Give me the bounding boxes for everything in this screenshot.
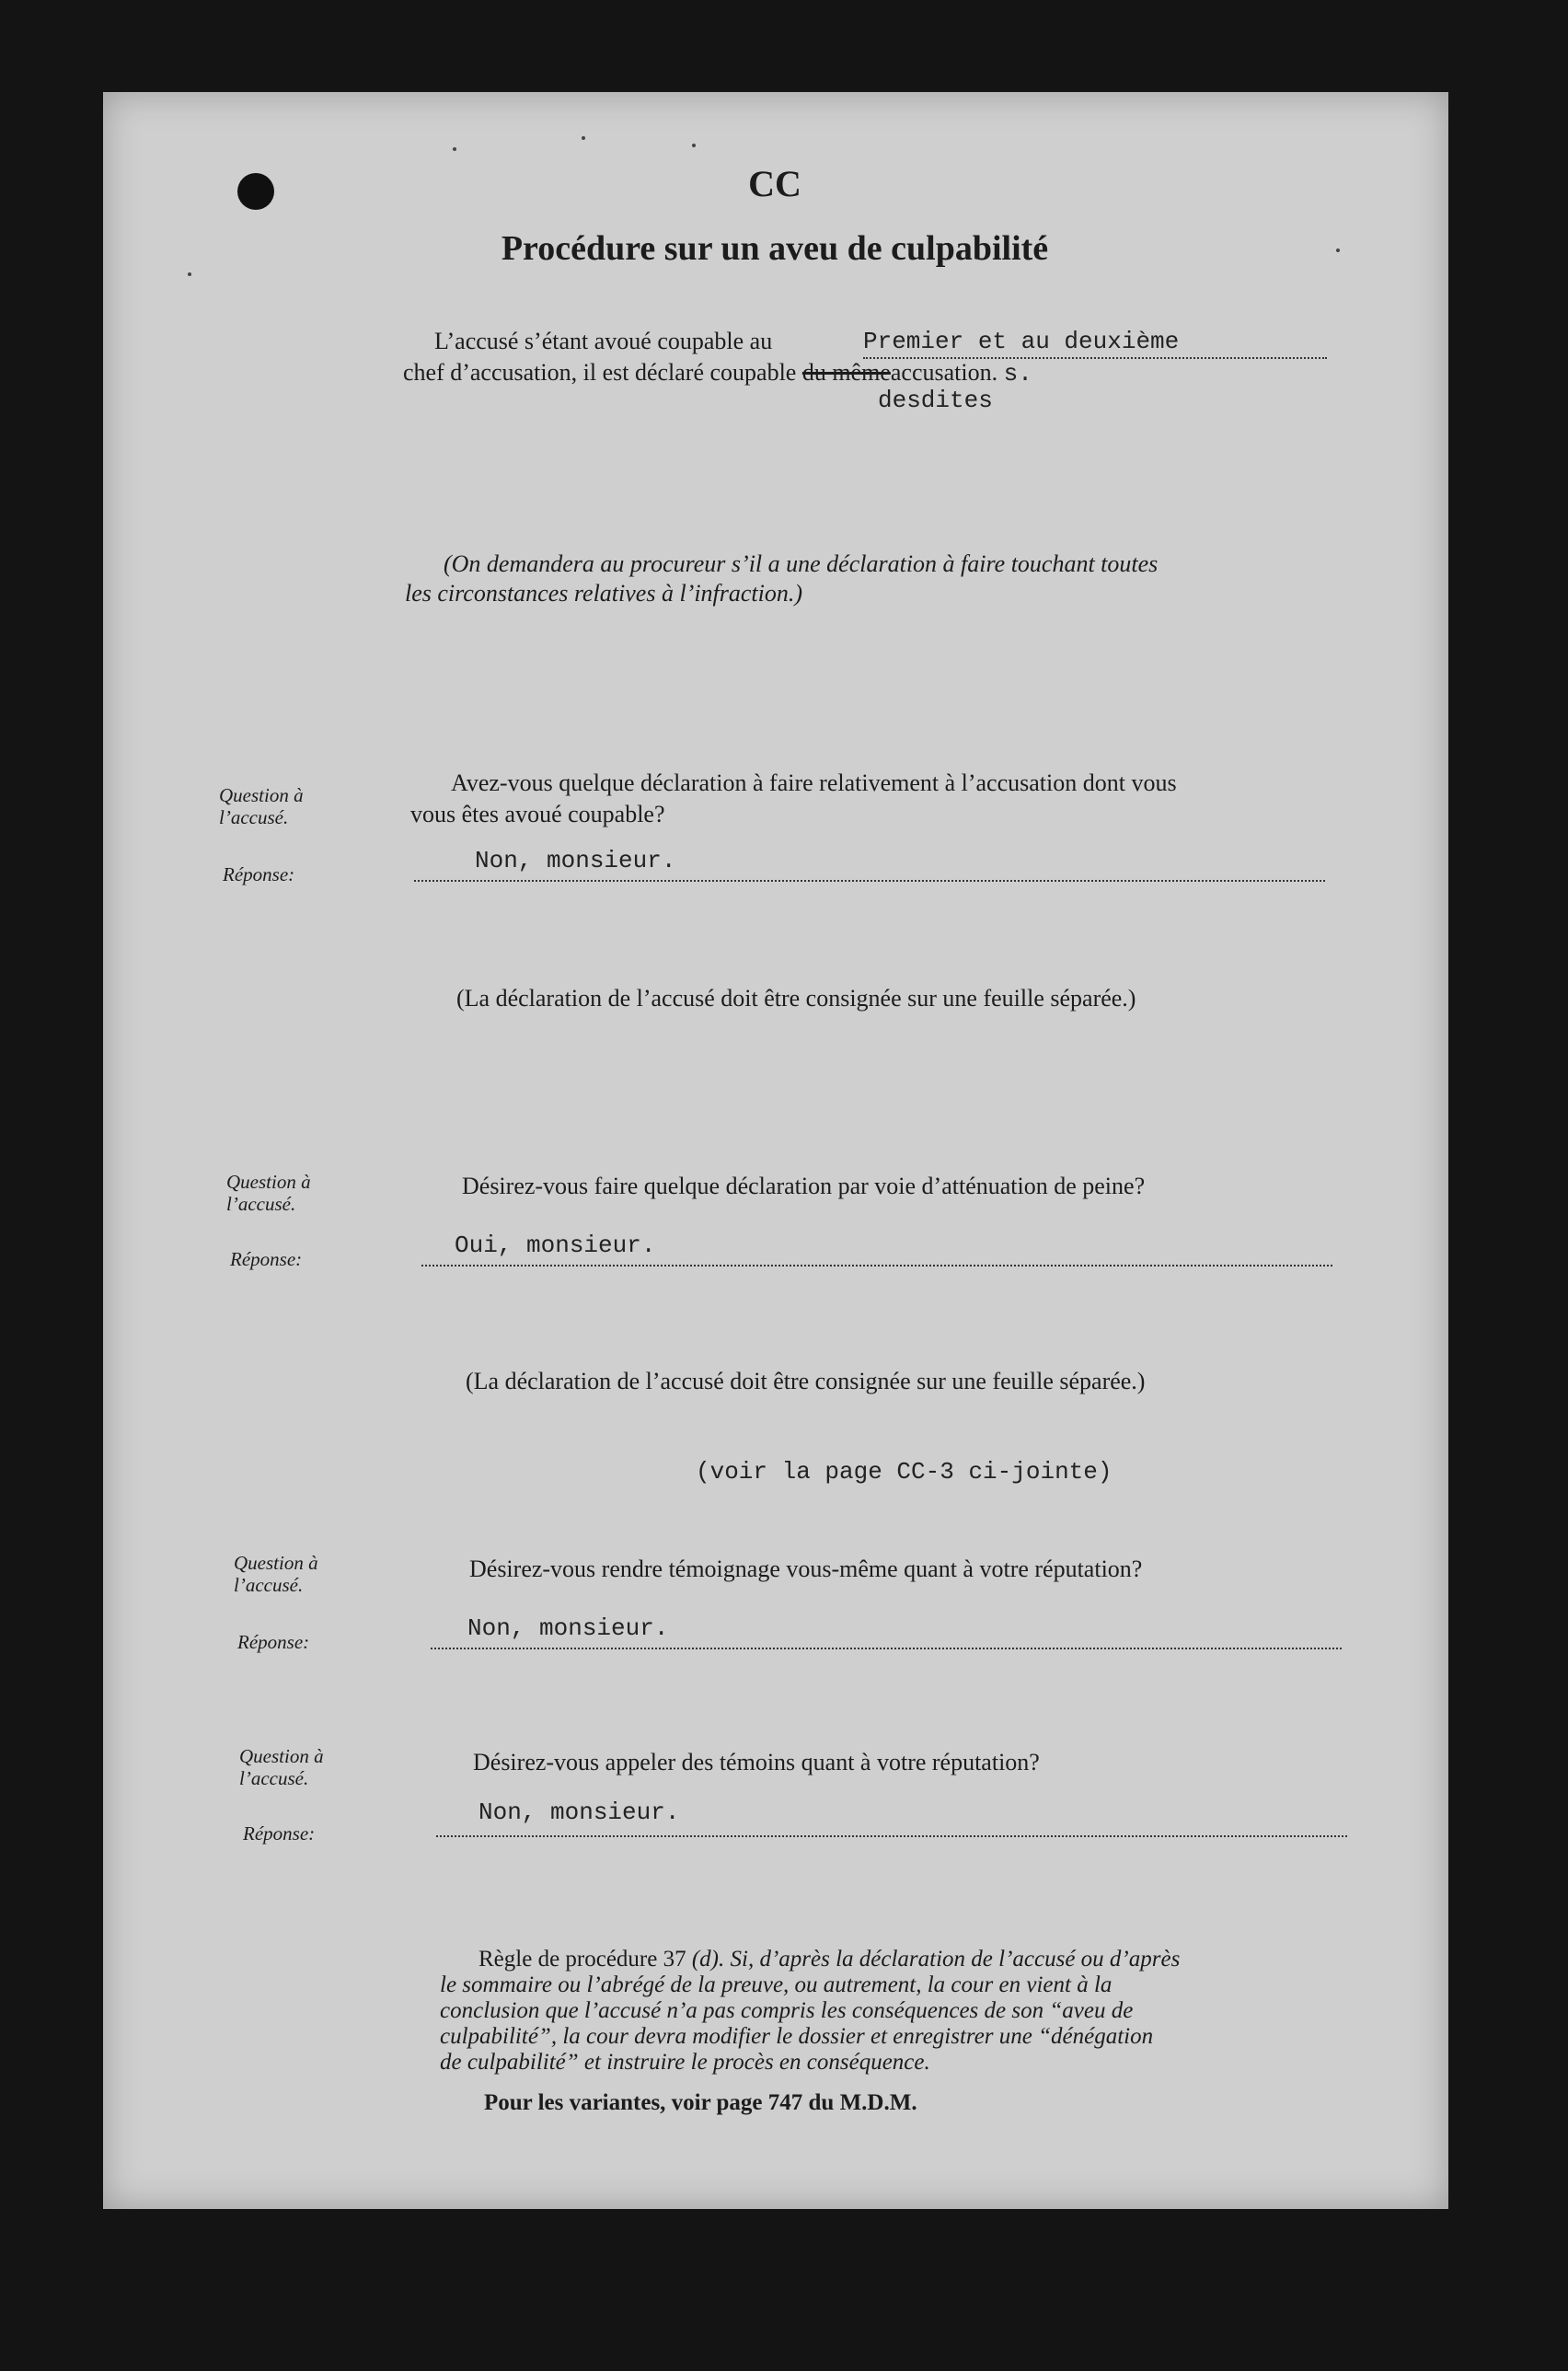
answer-label: Réponse: [237, 1631, 310, 1653]
question-label: Question à l’accusé. [239, 1745, 324, 1789]
rule-line1: Règle de procédure 37 (d). Si, d’après la déclaration de l’accusé ou d’après [478, 1947, 1181, 1972]
question-label: Question à l’accusé. [226, 1171, 311, 1215]
answer-2-line [421, 1232, 1332, 1266]
answer-3: Non, monsieur. [467, 1614, 669, 1642]
answer-label: Réponse: [230, 1248, 303, 1270]
struck-word: du même [801, 359, 891, 386]
declaration-typed-fill: Premier et au deuxième [863, 328, 1180, 355]
instruction-line1: (On demandera au procureur s’il a une déclaration à faire touchant toutes [444, 550, 1159, 577]
rule-line3: conclusion que l’accusé n’a pas compris les conséquences de son “aveu de [440, 1998, 1134, 2023]
rule-line2: le sommaire ou l’abrégé de la preuve, ou autrement, la cour en vient à la [440, 1972, 1113, 1997]
answer-1-line [414, 847, 1325, 882]
declaration-typed-insert: desdites [878, 387, 993, 414]
question-1-line2: vous êtes avoué coupable? [410, 801, 665, 827]
variants-note: Pour les variantes, voir page 747 du M.D.M. [484, 2090, 917, 2115]
declaration-line2 [403, 359, 1032, 387]
rule-line5: de culpabilité” et instruire le procès en conséquence. [440, 2050, 930, 2075]
answer-2: Oui, monsieur. [455, 1232, 656, 1259]
answer-label: Réponse: [223, 863, 295, 885]
instruction-line2: les circonstances relatives à l’infraction.) [405, 580, 803, 607]
form-sheet [103, 92, 1448, 2209]
question-3: Désirez-vous rendre témoignage vous-même quant à votre réputation? [469, 1556, 1143, 1582]
form-code: CC [748, 163, 801, 204]
answer-3-line [431, 1614, 1342, 1649]
answer-4: Non, monsieur. [478, 1798, 680, 1826]
answer-4-line [436, 1798, 1347, 1837]
declaration-line2-end: accusation. [890, 359, 998, 386]
typed-note: (voir la page CC-3 ci-jointe) [696, 1458, 1113, 1486]
form-title: Procédure sur un aveu de culpabilité [501, 229, 1049, 268]
declaration-typed-suffix: s. [1003, 360, 1032, 387]
question-label: Question à l’accusé. [234, 1552, 318, 1596]
rule-line4: culpabilité”, la cour devra modifier le dossier et enregistrer une “dénégation [440, 2024, 1154, 2049]
question-1-line1: Avez-vous quelque déclaration à faire relativement à l’accusation dont vous [451, 769, 1177, 796]
question-label: Question à l’accusé. [219, 784, 304, 828]
declaration-fill-line [863, 328, 1327, 359]
declaration-text-start: L’accusé s’étant avoué coupable au [434, 328, 773, 354]
note-2: (La déclaration de l’accusé doit être consignée sur une feuille séparée.) [466, 1368, 1146, 1394]
note-1: (La déclaration de l’accusé doit être consignée sur une feuille séparée.) [456, 985, 1136, 1012]
answer-1: Non, monsieur. [475, 847, 676, 874]
declaration-line2-start: chef d’accusation, il est déclaré coupable [403, 359, 797, 386]
question-4: Désirez-vous appeler des témoins quant à votre réputation? [473, 1749, 1040, 1775]
question-2: Désirez-vous faire quelque déclaration par voie d’atténuation de peine? [462, 1173, 1146, 1199]
answer-label: Réponse: [243, 1822, 316, 1845]
